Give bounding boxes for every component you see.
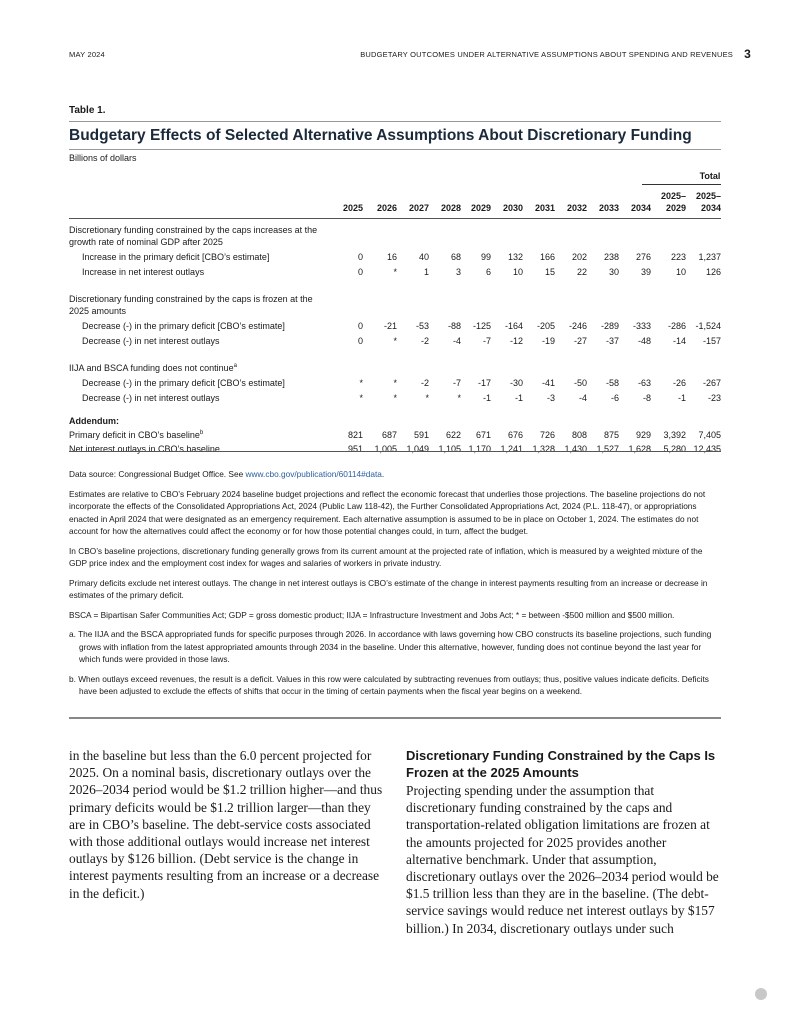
table-cell: -19 (541, 336, 555, 346)
table-cell: -4 (578, 393, 587, 403)
table-cell: -50 (573, 378, 587, 388)
table-cell: -7 (452, 378, 461, 388)
table-cell: -27 (573, 336, 587, 346)
table-cell: 0 (357, 336, 363, 346)
footnote-b: b. When outlays exceed revenues, the result is a deficit. Values in this row were calculated by subtracting revenues from outlays; thus, positive values indicate deficits. Deficits have been adjusted to exclude the effects of shifts that occur in the timing of certain payments when the fiscal year begins on a weekend. (69, 673, 709, 696)
table-cell: 5,280 (663, 444, 686, 454)
table-row (69, 237, 721, 250)
table-notes (69, 468, 721, 705)
table-cell: 1,628 (628, 444, 651, 454)
table-cell: 0 (357, 252, 363, 262)
note-paragraph: In CBO’s baseline projections, discretionary funding generally grows from its current amount at the projected rate of inflation, which is measured by a weighted mixture of the GDP price index and the employment cost index for wages and salaries of workers in private industry. (69, 545, 703, 568)
table-cell: * (457, 393, 461, 403)
table-cell: -125 (472, 321, 491, 331)
table-row (69, 203, 721, 216)
body-paragraph: Projecting spending under the assumption that discretionary funding constrained by the caps and transportation-related obligation limitations are frozen at the amounts projected for 2025 provides another alternative benchmark. Under that assumption, discretionary outlays over the 2026–2034 period would be $1.5 trillion less than they are in the baseline. (The debt-service savings would reduce net interest outlays by $157 billion.) In 2034, discretionary outlays under such (406, 783, 719, 936)
table-cell: -26 (672, 378, 686, 388)
table-cell: 929 (635, 430, 651, 440)
table-cell: -30 (509, 378, 523, 388)
section-heading: IIJA and BSCA funding does not continue$^a$ (69, 363, 237, 373)
table-cell: 40 (418, 252, 429, 262)
column-header: 2029 (665, 203, 686, 213)
section-heading: growth rate of nominal GDP after 2025 (69, 237, 223, 247)
table-cell: 808 (571, 430, 587, 440)
table-row (69, 336, 721, 349)
total-header-rule (642, 184, 721, 185)
source-link[interactable]: www.cbo.gov/publication/60114#data (245, 469, 382, 479)
column-header: 2034 (700, 203, 721, 213)
table-cell: -157 (702, 336, 721, 346)
table-cell: * (393, 336, 397, 346)
column-header: 2025 (342, 203, 363, 213)
table-cell: -58 (605, 378, 619, 388)
table-cell: -48 (637, 336, 651, 346)
column-header: 2025– (695, 191, 721, 201)
table-cell: 3,392 (663, 430, 686, 440)
column-header: 2033 (598, 203, 619, 213)
table-cell: -1 (482, 393, 491, 403)
table-cell: -246 (568, 321, 587, 331)
table-cell: 16 (386, 252, 397, 262)
section-heading: Discretionary Funding Constrained by the Caps Is Frozen at the 2025 Amounts (406, 748, 716, 780)
table-cell: 132 (507, 252, 523, 262)
table-cell: 1,241 (500, 444, 523, 454)
footnote-marker: b (199, 430, 204, 436)
table-header-rule (69, 218, 721, 219)
row-label: Net interest outlays in CBO’s baseline (69, 444, 220, 454)
table-cell: 6 (485, 267, 491, 277)
table-cell: 223 (670, 252, 686, 262)
row-label: Decrease (-) in the primary deficit [CBO’s estimate] (82, 321, 285, 331)
table-cell: * (359, 393, 363, 403)
table-cell: 238 (603, 252, 619, 262)
running-header (69, 47, 751, 64)
table-cell: 687 (381, 430, 397, 440)
table-cell: -88 (447, 321, 461, 331)
table-cell: -14 (672, 336, 686, 346)
table-cell: -289 (600, 321, 619, 331)
table-cell: -1,524 (695, 321, 721, 331)
table-cell: 99 (480, 252, 491, 262)
table-cell: * (393, 267, 397, 277)
column-header: 2026 (376, 203, 397, 213)
table-bottom-rule (69, 451, 721, 452)
table-cell: -53 (415, 321, 429, 331)
header-date: MAY 2024 (69, 50, 105, 59)
table-cell: 951 (347, 444, 363, 454)
table-cell: -286 (667, 321, 686, 331)
footnote-marker: a (233, 363, 237, 369)
table-row (69, 363, 721, 376)
table-cell: -23 (707, 393, 721, 403)
table-cell: 1,049 (406, 444, 429, 454)
addendum-heading: Addendum: (69, 416, 119, 426)
note-paragraph: Primary deficits exclude net interest outlays. The change in net interest outlays is CBO’s estimate of the change in interest payments resulting from an increase or decrease in estimates of the primary deficit. (69, 577, 708, 600)
table-cell: 0 (357, 267, 363, 277)
table-cell: -12 (509, 336, 523, 346)
table-cell: 875 (603, 430, 619, 440)
row-label: Decrease (-) in net interest outlays (82, 393, 220, 403)
table-cell: 126 (705, 267, 721, 277)
column-header: 2034 (630, 203, 651, 213)
column-header: 2032 (566, 203, 587, 213)
section-heading: Discretionary funding constrained by the caps increases at the (69, 225, 318, 235)
table-row (69, 171, 721, 184)
table-cell: * (393, 393, 397, 403)
table-row (69, 378, 721, 391)
table-cell: -267 (702, 378, 721, 388)
table-cell: 68 (450, 252, 461, 262)
table-cell: 30 (608, 267, 619, 277)
table-cell: -1 (677, 393, 686, 403)
table-cell: 1,170 (468, 444, 491, 454)
table-cell: -4 (452, 336, 461, 346)
table-cell: 3 (455, 267, 461, 277)
table-cell: * (425, 393, 429, 403)
table-cell: 1,237 (698, 252, 721, 262)
table-cell: 1,527 (596, 444, 619, 454)
column-header: 2030 (502, 203, 523, 213)
table-cell: 7,405 (698, 430, 721, 440)
table-row (69, 252, 721, 265)
table-cell: 202 (571, 252, 587, 262)
column-header: 2025– (660, 191, 686, 201)
row-label: Decrease (-) in the primary deficit [CBO’s estimate] (82, 378, 285, 388)
table-cell: -6 (610, 393, 619, 403)
table-row (69, 321, 721, 334)
divider (69, 149, 721, 150)
row-label: Primary deficit in CBO’s baseline$^b$ (69, 430, 204, 440)
header-title: BUDGETARY OUTCOMES UNDER ALTERNATIVE ASSUMPTIONS ABOUT SPENDING AND REVENUES (360, 50, 733, 59)
table-cell: 1,430 (564, 444, 587, 454)
table-row (69, 267, 721, 280)
table-cell: 15 (544, 267, 555, 277)
table-row (69, 430, 721, 443)
table-cell: -205 (536, 321, 555, 331)
table-cell: 821 (347, 430, 363, 440)
total-header: Total (699, 171, 721, 181)
table-title: Budgetary Effects of Selected Alternative Assumptions About Discretionary Funding (69, 127, 692, 144)
page-number: 3 (744, 47, 751, 61)
column-header: 2028 (440, 203, 461, 213)
table-units: Billions of dollars (69, 153, 137, 163)
row-label: Increase in the primary deficit [CBO’s estimate] (82, 252, 270, 262)
table-cell: 166 (539, 252, 555, 262)
table-cell: -3 (546, 393, 555, 403)
table-cell: -17 (477, 378, 491, 388)
data-source: Data source: Congressional Budget Office. See www.cbo.gov/publication/60114#data. (69, 469, 385, 479)
table-cell: 12,435 (693, 444, 721, 454)
table-label: Table 1. (69, 105, 106, 116)
table-cell: -2 (420, 336, 429, 346)
table-cell: 676 (507, 430, 523, 440)
body-paragraph: in the baseline but less than the 6.0 percent projected for 2025. On a nominal basis, discretionary outlays over the 2026–2034 period would be $1.2 trillion higher—and thus primary deficits would be $1.2 trillion larger—than they are in CBO’s baseline. The debt-service costs associated with those additional outlays would increase net interest outlays by $126 billion. (Debt service is the change in interest payments resulting from an increase or a decrease in the deficit.) (69, 748, 383, 901)
section-heading: Discretionary funding constrained by the caps is frozen at the (69, 294, 313, 304)
table-row (69, 306, 721, 319)
row-label: Increase in net interest outlays (82, 267, 205, 277)
table-cell: 39 (640, 267, 651, 277)
footnote-a: a. The IIJA and the BSCA appropriated funds for specific purposes through 2026. In accordance with laws governing how CBO constructs its baseline projections, such funding grows with inflation from the latest appropriated amounts through 2034 in the baseline. Under this alternative, however, funding does not continue beyond the last year for which funds were provided in those laws. (69, 629, 712, 664)
table-cell: -7 (482, 336, 491, 346)
table-cell: * (359, 378, 363, 388)
table-cell: 1 (423, 267, 429, 277)
divider (69, 121, 721, 122)
table-cell: 726 (539, 430, 555, 440)
table-row (69, 393, 721, 406)
section-heading: 2025 amounts (69, 306, 127, 316)
table-cell: -164 (504, 321, 523, 331)
table-cell: -333 (632, 321, 651, 331)
table-cell: 10 (675, 267, 686, 277)
column-header: 2027 (408, 203, 429, 213)
body-column-left (69, 747, 385, 902)
table-cell: 1,005 (374, 444, 397, 454)
table-cell: -2 (420, 378, 429, 388)
column-header: 2029 (470, 203, 491, 213)
table-cell: 276 (635, 252, 651, 262)
table-cell: 1,328 (532, 444, 555, 454)
table-cell: 10 (512, 267, 523, 277)
table-cell: -63 (637, 378, 651, 388)
table-cell: 671 (475, 430, 491, 440)
table-cell: * (393, 378, 397, 388)
body-column-right (406, 747, 722, 937)
table-cell: -8 (642, 393, 651, 403)
table-cell: 22 (576, 267, 587, 277)
page-corner-icon (755, 988, 767, 1000)
table-cell: -21 (383, 321, 397, 331)
row-label: Decrease (-) in net interest outlays (82, 336, 220, 346)
note-paragraph: Estimates are relative to CBO’s February 2024 baseline budget projections and reflect the economic forecast that underlies those projections. The baseline projections do not incorporate the effects of the Consolidated Appropriations Act, 2024 (Public Law 118-42), the Further Consolidated Appropriations Act, 2024 (P.L. 118-47), or appropriations enacted in April 2024 that were designated as an emergency requirement. Each alternative assumption is assumed to be in place on October 1, 2024. The estimates do not account for how the alternatives could affect the economy or for how those potential changes could, in turn, affect the budget. (69, 488, 706, 536)
divider (69, 717, 721, 719)
table-cell: 0 (357, 321, 363, 331)
column-header: 2031 (534, 203, 555, 213)
table-cell: -1 (514, 393, 523, 403)
table-cell: -37 (605, 336, 619, 346)
table-row (69, 416, 721, 429)
table-cell: 622 (445, 430, 461, 440)
note-paragraph: BSCA = Bipartisan Safer Communities Act; GDP = gross domestic product; IIJA = Infrastructure Investment and Jobs Act; * = between -$500 million and $500 million. (69, 609, 675, 620)
table-cell: 591 (413, 430, 429, 440)
table-cell: 1,105 (438, 444, 461, 454)
table-cell: -41 (541, 378, 555, 388)
